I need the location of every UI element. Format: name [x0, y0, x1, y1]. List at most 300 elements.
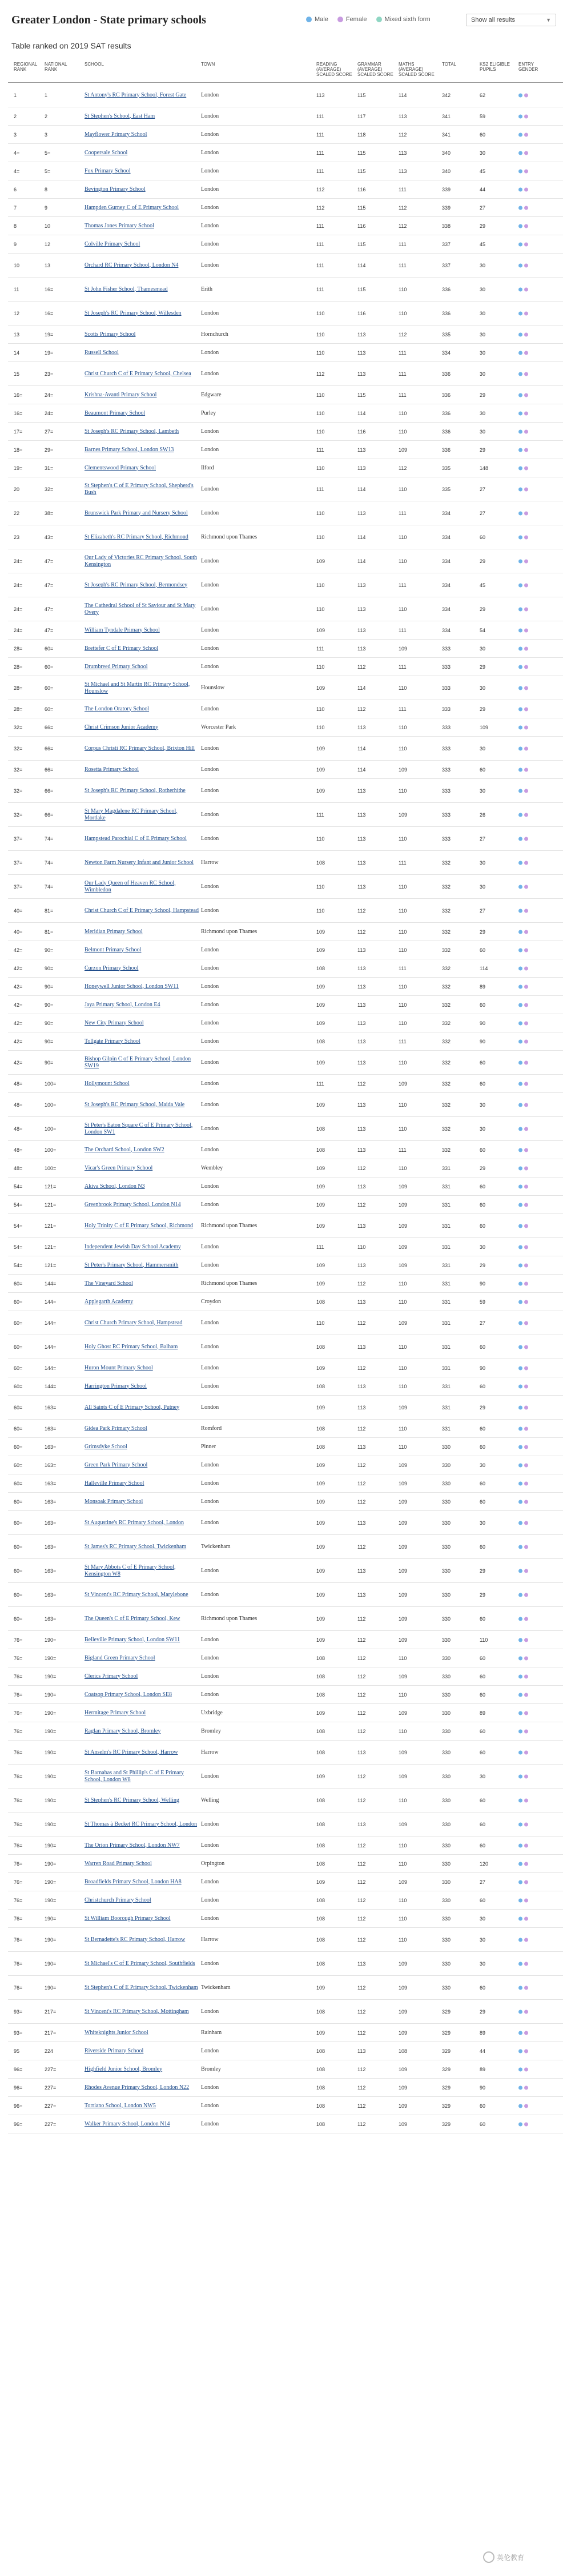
female-dot-icon: [524, 1184, 528, 1188]
school-name-link[interactable]: Clerics Primary School: [85, 1673, 138, 1679]
total-score-cell: 334: [442, 349, 451, 356]
school-name-link[interactable]: St Barnabas and St Phillip's C of E Primary School, London W8: [85, 1769, 184, 1783]
school-name-link[interactable]: Beaumont Primary School: [85, 409, 146, 416]
pupils-cell: 60: [480, 1183, 486, 1189]
pupils-cell: 59: [480, 113, 486, 119]
reading-score-cell: 108: [316, 1655, 325, 1661]
town-cell: London: [201, 835, 219, 842]
school-name-link[interactable]: St Joseph's RC Primary School, Lambeth: [85, 428, 179, 435]
school-name-link[interactable]: St Joseph's RC Primary School, Bermondsey: [85, 581, 188, 588]
school-name-link[interactable]: St Joseph's RC Primary School, Maida Vale: [85, 1101, 185, 1108]
school-name-link[interactable]: All Saints C of E Primary School, Putney: [85, 1404, 180, 1410]
school-name-link[interactable]: Green Park Primary School: [85, 1461, 148, 1468]
female-dot-icon: [524, 511, 528, 515]
reading-score-cell: 109: [316, 1404, 325, 1410]
entry-gender-cell: [518, 448, 528, 452]
maths-score-cell: 109: [399, 2030, 408, 2036]
col-regional-rank[interactable]: REGIONAL RANK: [14, 62, 38, 72]
school-name-link[interactable]: Independent Jewish Day School Academy: [85, 1243, 181, 1250]
total-score-cell: 329: [442, 2121, 451, 2127]
national-rank-cell: 227=: [45, 2084, 57, 2091]
grammar-score-cell: 113: [357, 1102, 366, 1108]
pupils-cell: 62: [480, 92, 486, 98]
female-dot-icon: [524, 909, 528, 913]
table-row: [8, 1238, 563, 1256]
col-national-rank[interactable]: NATIONAL RANK: [45, 62, 67, 72]
school-name-link[interactable]: Russell School: [85, 349, 119, 356]
school-name-link[interactable]: St Anselm's RC Primary School, Harrow: [85, 1749, 178, 1755]
female-dot-icon: [524, 1445, 528, 1449]
school-name-link[interactable]: Belleville Primary School, London SW11: [85, 1636, 180, 1643]
school-name-link[interactable]: Raglan Primary School, Bromley: [85, 1727, 161, 1734]
school-name-link[interactable]: Bigland Green Primary School: [85, 1654, 155, 1661]
maths-score-cell: 110: [399, 1020, 407, 1026]
school-name-link[interactable]: Highfield Junior School, Bromley: [85, 2065, 163, 2072]
grammar-score-cell: 112: [357, 1915, 366, 1922]
school-name-link[interactable]: Walker Primary School, London N14: [85, 2120, 170, 2127]
town-cell: Richmond upon Thames: [201, 1280, 258, 1287]
national-rank-cell: 121=: [45, 1244, 57, 1250]
school-name-link[interactable]: Christ Crimson Junior Academy: [85, 724, 159, 730]
school-name-link[interactable]: Applegarth Academy: [85, 1298, 134, 1305]
entry-gender-cell: [518, 1545, 528, 1549]
school-name-link[interactable]: William Tyndale Primary School: [85, 626, 160, 633]
female-dot-icon: [524, 1003, 528, 1007]
pupils-cell: 27: [480, 486, 486, 492]
regional-rank-cell: 76=: [14, 1860, 23, 1867]
town-cell: London: [201, 1673, 219, 1679]
maths-score-cell: 111: [399, 627, 407, 633]
regional-rank-cell: 54=: [14, 1201, 23, 1208]
town-cell: London: [201, 1461, 219, 1468]
total-score-cell: 336: [442, 286, 451, 292]
female-dot-icon: [524, 1405, 528, 1409]
national-rank-cell: 100=: [45, 1080, 57, 1087]
female-dot-icon: [524, 1426, 528, 1430]
total-score-cell: 332: [442, 983, 451, 990]
maths-score-cell: 109: [399, 1710, 408, 1716]
entry-gender-cell: [518, 885, 528, 889]
grammar-score-cell: 115: [357, 241, 366, 247]
school-name-link[interactable]: Holy Trinity C of E Primary School, Richmond: [85, 1222, 194, 1229]
table-row: [8, 1377, 563, 1396]
table-row: [8, 1686, 563, 1704]
regional-rank-cell: 14: [14, 349, 20, 356]
maths-score-cell: 110: [399, 929, 407, 935]
entry-gender-cell: [518, 1245, 528, 1249]
school-name-link[interactable]: St William Boorough Primary School: [85, 1915, 171, 1922]
grammar-score-cell: 112: [357, 1425, 366, 1432]
entry-gender-cell: [518, 1862, 528, 1866]
school-name-link[interactable]: Christ Church Primary School, Hampstead: [85, 1319, 183, 1326]
total-score-cell: 331: [442, 1183, 451, 1189]
school-name-link[interactable]: Bevington Primary School: [85, 186, 146, 192]
reading-score-cell: 110: [316, 907, 325, 914]
school-name-link[interactable]: Christ Church C of E Primary School, Hampstead: [85, 907, 199, 914]
table-row: [8, 1559, 563, 1583]
school-name-link[interactable]: St Mary Abbots C of E Primary School, Kensington W8: [85, 1564, 176, 1577]
town-cell: London: [201, 262, 219, 268]
school-name-link[interactable]: Colville Primary School: [85, 240, 140, 247]
school-name-link[interactable]: St Bernadette's RC Primary School, Harrow: [85, 1936, 186, 1943]
school-name-link[interactable]: St Stephen's C of E Primary School, Twickenham: [85, 1984, 198, 1991]
table-row: [8, 1511, 563, 1535]
school-name-link[interactable]: Brettefer C of E Primary School: [85, 645, 159, 652]
school-name-link[interactable]: St Joseph's RC Primary School, Willesden: [85, 310, 182, 316]
table-header: [8, 59, 563, 83]
regional-rank-cell: 28=: [14, 645, 23, 652]
school-name-link[interactable]: The London Oratory School: [85, 705, 150, 712]
maths-score-cell: 110: [399, 835, 407, 842]
regional-rank-cell: 76=: [14, 1842, 23, 1848]
grammar-score-cell: 113: [357, 371, 366, 377]
regional-rank-cell: 17=: [14, 428, 23, 435]
school-name-link[interactable]: Broadfields Primary School, London HA8: [85, 1878, 182, 1885]
entry-gender-cell: [518, 393, 528, 397]
school-name-link[interactable]: St Mary Magdalene RC Primary School, Mortlake: [85, 807, 178, 821]
school-name-link[interactable]: St Joseph's RC Primary School, Rotherhithe: [85, 787, 186, 794]
entry-gender-cell: [518, 1366, 528, 1370]
table-row: [8, 525, 563, 549]
table-row: [8, 344, 563, 362]
school-name-link[interactable]: St Michael's C of E Primary School, Southfields: [85, 1960, 195, 1967]
school-name-link[interactable]: Warren Road Primary School: [85, 1860, 152, 1867]
entry-gender-cell: [518, 1750, 528, 1754]
maths-score-cell: 109: [399, 1262, 408, 1268]
total-score-cell: 336: [442, 410, 451, 416]
female-dot-icon: [524, 861, 528, 865]
school-name-link[interactable]: Whiteknights Junior School: [85, 2029, 148, 2036]
town-cell: Bromley: [201, 2065, 221, 2072]
national-rank-cell: 144=: [45, 1365, 57, 1371]
entry-gender-cell: [518, 948, 528, 952]
school-name-link[interactable]: Krishna-Avanti Primary School: [85, 391, 157, 398]
female-dot-icon: [524, 372, 528, 376]
total-score-cell: 335: [442, 331, 451, 337]
school-name-link[interactable]: St Augustine's RC Primary School, London: [85, 1519, 184, 1526]
school-name-link[interactable]: Monsoak Primary School: [85, 1498, 143, 1505]
school-name-link[interactable]: St Vincent's RC Primary School, Mottingham: [85, 2008, 189, 2015]
pupils-cell: 30: [480, 745, 486, 751]
table-row: [8, 959, 563, 978]
total-score-cell: 336: [442, 428, 451, 435]
total-score-cell: 330: [442, 1842, 451, 1848]
female-dot-icon: [524, 2085, 528, 2089]
pupils-cell: 60: [480, 1344, 486, 1350]
grammar-score-cell: 113: [357, 645, 366, 652]
school-name-link[interactable]: St Peter's Primary School, Hammersmith: [85, 1261, 179, 1268]
school-name-link[interactable]: Torriano School, London NW5: [85, 2102, 156, 2109]
school-name-link[interactable]: The Queen's C of E Primary School, Kew: [85, 1615, 180, 1622]
school-name-link[interactable]: Gidea Park Primary School: [85, 1425, 147, 1432]
table-row: [8, 1178, 563, 1196]
school-name-link[interactable]: Hollymount School: [85, 1080, 130, 1087]
table-row: [8, 1855, 563, 1873]
school-name-link[interactable]: Hampden Gurney C of E Primary School: [85, 204, 179, 211]
national-rank-cell: 19=: [45, 331, 54, 337]
school-name-link[interactable]: Coopersale School: [85, 149, 128, 156]
male-dot-icon: [518, 1426, 522, 1430]
school-name-link[interactable]: Greenbrook Primary School, London N14: [85, 1201, 181, 1208]
school-name-link[interactable]: St Stephen's RC Primary School, Welling: [85, 1797, 179, 1803]
school-name-link[interactable]: Huron Mount Primary School: [85, 1364, 153, 1371]
table-row: [8, 1335, 563, 1359]
total-score-cell: 331: [442, 1280, 451, 1287]
col-total[interactable]: TOTAL: [442, 62, 457, 67]
total-score-cell: 333: [442, 645, 451, 652]
female-dot-icon: [524, 583, 528, 587]
table-row: [8, 1928, 563, 1952]
school-name-link[interactable]: Honeywell Junior School, London SW11: [85, 983, 179, 990]
col-maths[interactable]: MATHS (AVERAGE) SCALED SCORE: [399, 62, 435, 77]
table-row: [8, 851, 563, 875]
male-dot-icon: [518, 2122, 522, 2126]
school-name-link[interactable]: Grimsdyke School: [85, 1443, 127, 1450]
entry-gender-cell: [518, 1693, 528, 1697]
male-dot-icon: [518, 1003, 522, 1007]
grammar-score-cell: 115: [357, 204, 366, 211]
col-town[interactable]: TOWN: [201, 62, 215, 67]
pupils-cell: 60: [480, 534, 486, 540]
total-score-cell: 336: [442, 392, 451, 398]
school-name-link[interactable]: The Cathedral School of St Saviour and St Mary Overy: [85, 602, 196, 616]
grammar-score-cell: 114: [357, 486, 366, 492]
school-name-link[interactable]: Jaya Primary School, London E4: [85, 1001, 160, 1008]
col-gender[interactable]: ENTRY GENDER: [518, 62, 538, 72]
school-name-link[interactable]: Scotts Primary School: [85, 331, 136, 337]
male-dot-icon: [518, 909, 522, 913]
school-name-link[interactable]: Bishop Gilpin C of E Primary School, London SW19: [85, 1055, 191, 1069]
school-name-link[interactable]: Orchard RC Primary School, London N4: [85, 262, 179, 268]
school-name-link[interactable]: Drumbreed Primary School: [85, 663, 148, 670]
school-name-link[interactable]: Newton Farm Nursery Infant and Junior School: [85, 859, 194, 866]
regional-rank-cell: 32=: [14, 745, 23, 751]
table-row: [8, 923, 563, 941]
col-pupils[interactable]: KS2 ELIGIBLE PUPILS: [480, 62, 510, 72]
school-name-link[interactable]: St Thomas à Becket RC Primary School, London: [85, 1821, 198, 1827]
pupils-cell: 45: [480, 582, 486, 588]
reading-score-cell: 111: [316, 262, 324, 268]
pupils-cell: 30: [480, 1244, 486, 1250]
maths-score-cell: 109: [399, 1749, 408, 1755]
col-reading[interactable]: READING (AVERAGE) SCALED SCORE: [316, 62, 352, 77]
school-name-link[interactable]: Thomas Jones Primary School: [85, 222, 154, 229]
entry-gender-cell: [518, 1822, 528, 1826]
national-rank-cell: 190=: [45, 1728, 57, 1734]
grammar-score-cell: 112: [357, 1673, 366, 1679]
national-rank-cell: 190=: [45, 1936, 57, 1943]
school-name-link[interactable]: St James's RC Primary School, Twickenham: [85, 1543, 187, 1550]
school-name-link[interactable]: Christ Church C of E Primary School, Chelsea: [85, 370, 191, 377]
regional-rank-cell: 37=: [14, 835, 23, 842]
results-filter-select[interactable]: [466, 14, 556, 26]
entry-gender-cell: [518, 646, 528, 650]
school-name-link[interactable]: Rhodes Avenue Primary School, London N22: [85, 2084, 190, 2091]
total-score-cell: 329: [442, 2084, 451, 2091]
school-name-link[interactable]: Curzon Primary School: [85, 965, 139, 971]
male-dot-icon: [518, 1986, 522, 1990]
grammar-score-cell: 113: [357, 1038, 366, 1044]
reading-score-cell: 109: [316, 1480, 325, 1486]
school-name-link[interactable]: Mayflower Primary School: [85, 131, 147, 138]
pupils-cell: 60: [480, 1080, 486, 1087]
entry-gender-cell: [518, 607, 528, 611]
entry-gender-cell: [518, 224, 528, 228]
pupils-cell: 26: [480, 811, 486, 818]
male-dot-icon: [518, 885, 522, 889]
maths-score-cell: 110: [399, 410, 407, 416]
school-name-link[interactable]: St Vincent's RC Primary School, Marylebone: [85, 1591, 188, 1598]
national-rank-cell: 190=: [45, 1897, 57, 1903]
national-rank-cell: 121=: [45, 1183, 57, 1189]
school-name-link[interactable]: Riverside Primary School: [85, 2047, 144, 2054]
regional-rank-cell: 60=: [14, 1320, 23, 1326]
male-dot-icon: [518, 1617, 522, 1621]
regional-rank-cell: 13: [14, 331, 20, 337]
male-dot-icon: [518, 2085, 522, 2089]
grammar-score-cell: 114: [357, 766, 366, 773]
pupils-cell: 114: [480, 965, 488, 971]
entry-gender-cell: [518, 1203, 528, 1207]
school-name-link[interactable]: Akiva School, London N3: [85, 1183, 145, 1189]
grammar-score-cell: 112: [357, 929, 366, 935]
regional-rank-cell: 3: [14, 131, 17, 138]
school-name-link[interactable]: The Orion Primary School, London NW7: [85, 1842, 180, 1848]
regional-rank-cell: 76=: [14, 1879, 23, 1885]
reading-score-cell: 110: [316, 534, 325, 540]
school-name-link[interactable]: Our Lady Queen of Heaven RC School, Wimbledon: [85, 879, 176, 893]
female-dot-icon: [524, 1103, 528, 1107]
pupils-cell: 30: [480, 859, 486, 866]
female-dot-icon: [524, 607, 528, 611]
pupils-cell: 60: [480, 1002, 486, 1008]
pupils-cell: 27: [480, 1320, 486, 1326]
pupils-cell: 59: [480, 1299, 486, 1305]
maths-score-cell: 112: [399, 465, 407, 471]
total-score-cell: 331: [442, 1201, 451, 1208]
pupils-cell: 60: [480, 1444, 486, 1450]
national-rank-cell: 227=: [45, 2066, 57, 2072]
school-name-link[interactable]: Clementswood Primary School: [85, 464, 156, 471]
school-name-link[interactable]: The Vineyard School: [85, 1280, 133, 1287]
male-dot-icon: [518, 1321, 522, 1325]
grammar-score-cell: 114: [357, 410, 366, 416]
maths-score-cell: 109: [399, 1544, 408, 1550]
total-score-cell: 332: [442, 929, 451, 935]
total-score-cell: 331: [442, 1404, 451, 1410]
maths-score-cell: 110: [399, 486, 407, 492]
maths-score-cell: 109: [399, 2103, 408, 2109]
grammar-score-cell: 112: [357, 1280, 366, 1287]
school-name-link[interactable]: St Elizabeth's RC Primary School, Richmond: [85, 533, 188, 540]
town-cell: London: [201, 907, 219, 914]
school-name-link[interactable]: Our Lady of Victories RC Primary School, South Kensington: [85, 554, 197, 568]
school-name-link[interactable]: St Michael and St Martin RC Primary School, Hounslow: [85, 681, 190, 694]
school-name-link[interactable]: Brunswick Park Primary and Nursery School: [85, 509, 188, 516]
school-name-link[interactable]: St John Fisher School, Thamesmead: [85, 286, 168, 292]
col-school[interactable]: SCHOOL: [85, 62, 104, 67]
entry-gender-cell: [518, 1060, 528, 1064]
maths-score-cell: 110: [399, 1126, 407, 1132]
pupils-cell: 60: [480, 1498, 486, 1505]
school-name-link[interactable]: Hampstead Parochial C of E Primary School: [85, 835, 187, 842]
grammar-score-cell: 114: [357, 558, 366, 564]
school-name-link[interactable]: Vicar's Green Primary School: [85, 1164, 153, 1171]
town-cell: London: [201, 1146, 219, 1153]
school-name-link[interactable]: Rosetta Primary School: [85, 766, 139, 773]
male-dot-icon: [518, 224, 522, 228]
maths-score-cell: 109: [399, 1223, 408, 1229]
entry-gender-cell: [518, 242, 528, 246]
school-name-link[interactable]: Tollgate Primary School: [85, 1038, 140, 1044]
female-dot-icon: [524, 1384, 528, 1388]
table-row: [8, 1196, 563, 1214]
table-row: [8, 459, 563, 477]
entry-gender-cell: [518, 1729, 528, 1733]
male-dot-icon: [518, 665, 522, 669]
maths-score-cell: 110: [399, 1915, 407, 1922]
national-rank-cell: 190=: [45, 1984, 57, 1991]
male-dot-icon: [518, 1750, 522, 1754]
regional-rank-cell: 76=: [14, 1710, 23, 1716]
total-score-cell: 338: [442, 223, 451, 229]
total-score-cell: 332: [442, 1020, 451, 1026]
grammar-score-cell: 112: [357, 664, 366, 670]
male-dot-icon: [306, 17, 312, 22]
total-score-cell: 330: [442, 1444, 451, 1450]
school-name-link[interactable]: Meridian Primary School: [85, 928, 143, 935]
female-dot-icon: [524, 1862, 528, 1866]
school-name-link[interactable]: Harrington Primary School: [85, 1383, 147, 1389]
town-cell: London: [201, 1080, 219, 1087]
school-name-link[interactable]: St Antony's RC Primary School, Forest Gate: [85, 91, 187, 98]
school-name-link[interactable]: St Stephen's C of E Primary School, Shepherd's Bush: [85, 482, 194, 496]
total-score-cell: 330: [442, 1936, 451, 1943]
school-name-link[interactable]: Belmont Primary School: [85, 946, 142, 953]
entry-gender-cell: [518, 2049, 528, 2053]
school-name-link[interactable]: Holy Ghost RC Primary School, Balham: [85, 1343, 178, 1350]
total-score-cell: 330: [442, 1568, 451, 1574]
pupils-cell: 45: [480, 241, 486, 247]
school-name-link[interactable]: Christchurch Primary School: [85, 1896, 151, 1903]
school-name-link[interactable]: Corpus Christi RC Primary School, Brixton Hill: [85, 745, 195, 751]
total-score-cell: 330: [442, 1860, 451, 1867]
school-name-link[interactable]: St Stephen's School, East Ham: [85, 112, 155, 119]
national-rank-cell: 60=: [45, 645, 54, 652]
school-name-link[interactable]: Fox Primary School: [85, 167, 131, 174]
national-rank-cell: 163=: [45, 1592, 57, 1598]
pupils-cell: 60: [480, 1544, 486, 1550]
male-dot-icon: [518, 2067, 522, 2071]
pupils-cell: 27: [480, 1879, 486, 1885]
female-dot-icon: [524, 1263, 528, 1267]
col-grammar[interactable]: GRAMMAR (AVERAGE) SCALED SCORE: [357, 62, 393, 77]
male-dot-icon: [518, 429, 522, 433]
table-row: [8, 875, 563, 899]
entry-gender-cell: [518, 1500, 528, 1504]
school-name-link[interactable]: Halleville Primary School: [85, 1480, 144, 1486]
national-rank-cell: 13: [45, 262, 51, 268]
school-name-link[interactable]: The Orchard School, London SW2: [85, 1146, 164, 1153]
male-dot-icon: [518, 1405, 522, 1409]
school-name-link[interactable]: New City Primary School: [85, 1019, 144, 1026]
legend-male-label: Male: [315, 16, 328, 23]
school-name-link[interactable]: Barnes Primary School, London SW13: [85, 446, 174, 453]
school-name-link[interactable]: Coatsop Primary School, London SE8: [85, 1691, 172, 1698]
school-name-link[interactable]: St Peter's Eaton Square C of E Primary School, London SW1: [85, 1122, 193, 1135]
table-row: [8, 107, 563, 126]
school-name-link[interactable]: Hermitage Primary School: [85, 1709, 146, 1716]
